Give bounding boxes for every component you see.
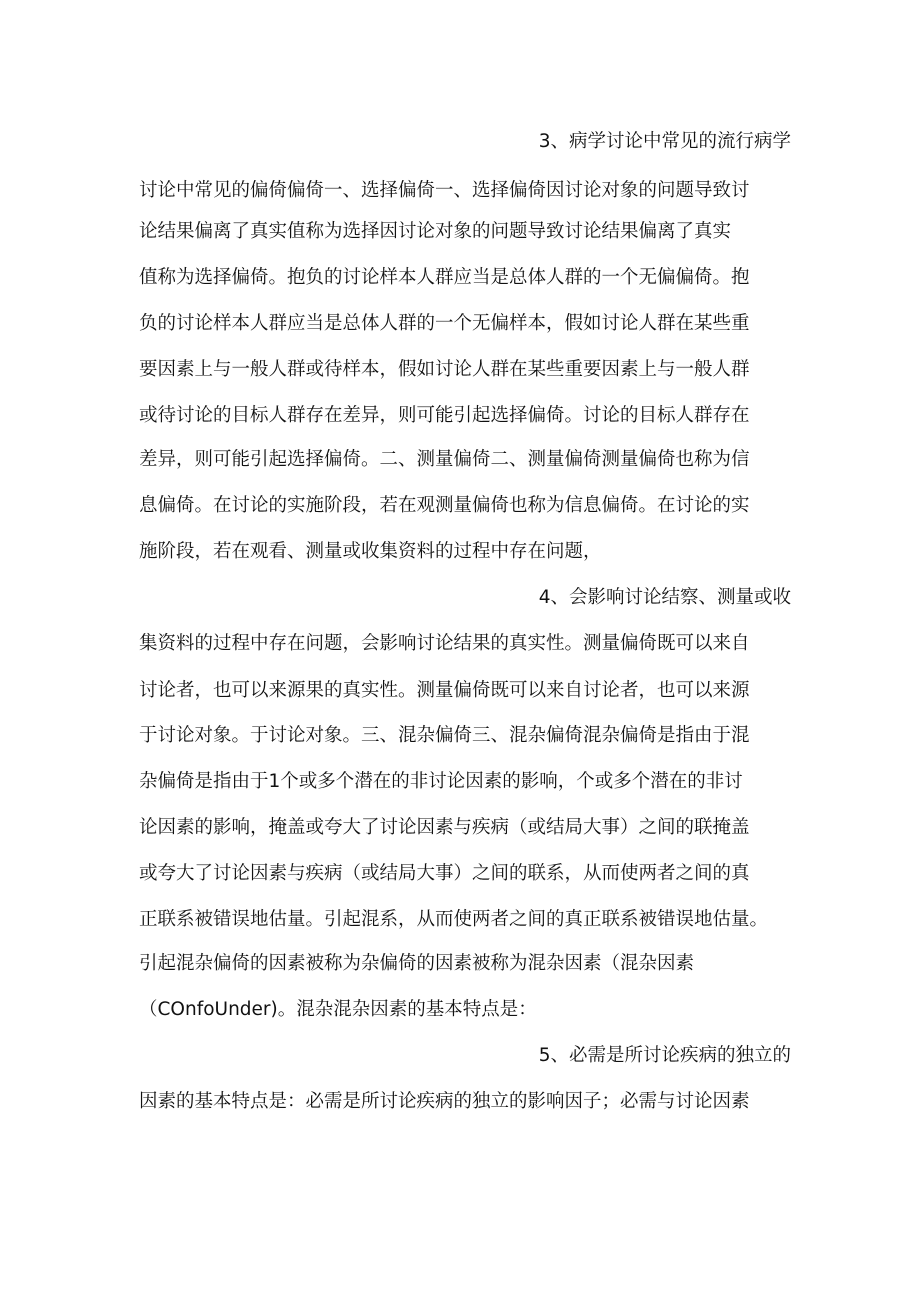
text-line: 息偏倚。在讨论的实施阶段，若在观测量偏倚也称为信息偏倚。在讨论的实	[139, 495, 750, 516]
text-line: 施阶段，若在观看、测量或收集资料的过程中存在问题，	[139, 541, 602, 562]
text-line: 集资料的过程中存在问题，会影响讨论结果的真实性。测量偏倚既可以来自	[139, 633, 750, 654]
text-line: 或待讨论的目标人群存在差异，则可能引起选择偏倚。讨论的目标人群存在	[139, 405, 750, 426]
text-line: 论因素的影响，掩盖或夸大了讨论因素与疾病（或结局大事）之间的联掩盖	[139, 817, 750, 838]
section-heading: 3、病学讨论中常见的流行病学	[538, 131, 791, 152]
text-line: （COnfoUnder)。混杂混杂因素的基本特点是：	[139, 999, 537, 1020]
text-line: 引起混杂偏倚的因素被称为杂偏倚的因素被称为混杂因素（混杂因素	[139, 953, 695, 974]
text-line: 正联系被错误地估量。引起混系，从而使两者之间的真正联系被错误地估量。	[139, 909, 769, 930]
text-line: 或夸大了讨论因素与疾病（或结局大事）之间的联系，从而使两者之间的真	[139, 863, 750, 884]
text-line: 于讨论对象。于讨论对象。三、混杂偏倚三、混杂偏倚混杂偏倚是指由于混	[139, 725, 750, 746]
text-line: 值称为选择偏倚。抱负的讨论样本人群应当是总体人群的一个无偏偏倚。抱	[139, 267, 750, 288]
text-line: 杂偏倚是指由于1个或多个潜在的非讨论因素的影响，个或多个潜在的非讨	[139, 771, 743, 792]
text-line: 讨论者，也可以来源果的真实性。测量偏倚既可以来自讨论者，也可以来源	[139, 680, 750, 701]
text-line: 要因素上与一般人群或待样本，假如讨论人群在某些重要因素上与一般人群	[139, 359, 750, 380]
text-line: 论结果偏离了真实值称为选择因讨论对象的问题导致讨论结果偏离了真实	[139, 221, 732, 242]
text-line: 讨论中常见的偏倚偏倚一、选择偏倚一、选择偏倚因讨论对象的问题导致讨	[139, 180, 750, 201]
text-line: 因素的基本特点是：必需是所讨论疾病的独立的影响因子；必需与讨论因素	[139, 1091, 750, 1112]
text-line: 差异，则可能引起选择偏倚。二、测量偏倚二、测量偏倚测量偏倚也称为信	[139, 449, 750, 470]
section-heading: 5、必需是所讨论疾病的独立的	[538, 1045, 791, 1066]
text-line: 负的讨论样本人群应当是总体人群的一个无偏样本，假如讨论人群在某些重	[139, 313, 750, 334]
section-heading: 4、会影响讨论结察、测量或收	[538, 587, 791, 608]
